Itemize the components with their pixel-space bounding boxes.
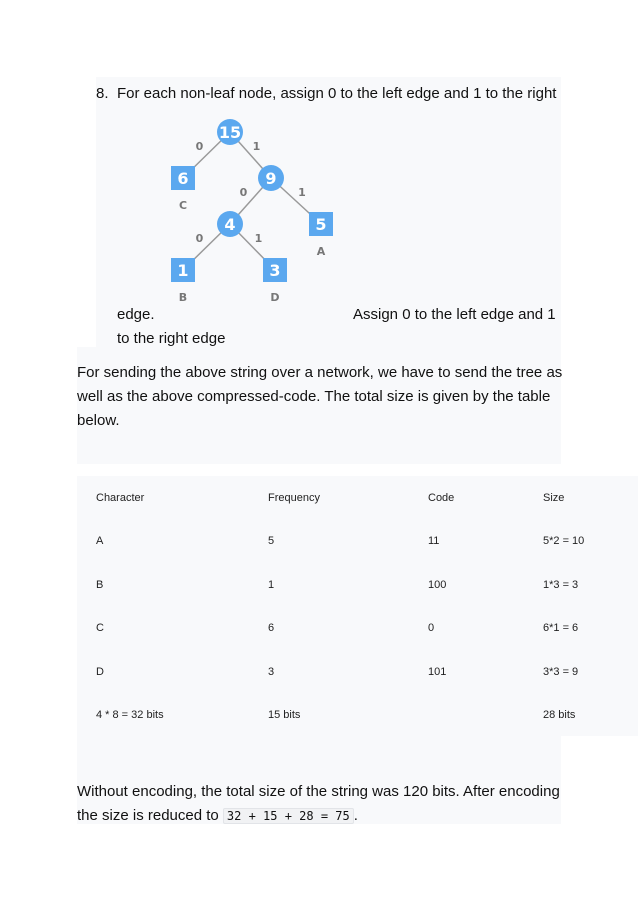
table-cell: 11: [428, 535, 440, 548]
inline-code: 32 + 15 + 28 = 75: [223, 808, 354, 824]
edge-bit-label: 0: [195, 232, 204, 245]
table-cell: 15 bits: [268, 709, 301, 722]
table-cell: 28 bits: [543, 709, 576, 722]
step-text-line2-right: Assign 0 to the left edge and 1: [353, 306, 556, 323]
table-header-cell: Frequency: [268, 491, 320, 504]
table-cell: 101: [428, 665, 447, 678]
table-cell: [428, 694, 543, 738]
node-char-label: D: [270, 291, 280, 304]
node-value: 4: [224, 215, 236, 234]
table-row: [77, 520, 638, 564]
table-cell: 6*1 = 6: [543, 622, 579, 635]
edge-bit-label: 0: [239, 186, 248, 199]
edge-bit-label: 1: [252, 140, 261, 153]
table-row: [77, 607, 638, 651]
paragraph2-line2-suffix: .: [353, 807, 358, 824]
table-cell: 6: [268, 622, 275, 635]
node-char-label: B: [178, 291, 188, 304]
edge-bit-label: 0: [195, 140, 204, 153]
step-text-line3: to the right edge: [117, 330, 226, 347]
step-text-line1: For each non-leaf node, assign 0 to the left edge and 1 to the right: [117, 85, 557, 102]
table-cell: 100: [428, 578, 447, 591]
edge-bit-label: 1: [254, 232, 263, 245]
node-value: 9: [265, 169, 277, 188]
tree-node: [217, 119, 243, 145]
step-number: 8.: [96, 85, 109, 102]
table-header-cell: Character: [96, 491, 145, 504]
tree-node: [258, 165, 284, 191]
node-value: 1: [177, 261, 189, 280]
table-header-cell: Code: [428, 491, 455, 504]
node-value: 5: [315, 215, 327, 234]
tree-node: [171, 166, 195, 212]
tree-node: [309, 212, 333, 258]
paragraph2-line1: Without encoding, the total size of the string was 120 bits. After encoding: [77, 783, 560, 800]
size-table-container: [77, 476, 638, 736]
table-cell: D: [96, 665, 104, 678]
table-cell: C: [96, 622, 104, 635]
tree-node: [171, 258, 195, 304]
node-value: 15: [218, 123, 242, 142]
paragraph2-line2-prefix: the size is reduced to: [77, 807, 219, 824]
table-cell: 0: [428, 622, 435, 635]
table-row: [77, 563, 638, 607]
node-value: 6: [177, 169, 189, 188]
paragraph2-line2: [77, 806, 358, 826]
tree-node: [263, 258, 287, 304]
node-char-label: A: [316, 245, 326, 258]
tree-edges: [183, 132, 321, 270]
node-char-label: C: [178, 199, 188, 212]
table-cell: 1*3 = 3: [543, 578, 579, 591]
table-cell: 3*3 = 9: [543, 665, 579, 678]
table-header-cell: Size: [543, 491, 565, 504]
edge-bit-label: 1: [298, 186, 306, 199]
paragraph1-line3: below.: [77, 412, 120, 429]
table-cell: B: [96, 578, 104, 591]
size-table: [77, 476, 638, 737]
paragraph1-line2: well as the above compressed-code. The total size is given by the table: [77, 388, 551, 405]
table-cell: 4 * 8 = 32 bits: [96, 709, 164, 722]
tree-node: [217, 211, 243, 237]
paragraph1-line1: For sending the above string over a network, we have to send the tree as: [77, 364, 563, 381]
node-value: 3: [269, 261, 281, 280]
table-total-row: [77, 694, 638, 738]
table-cell: A: [96, 535, 104, 548]
table-row: [77, 650, 638, 694]
step-text-line2-left: edge.: [117, 306, 155, 323]
table-cell: 5*2 = 10: [543, 535, 585, 548]
table-cell: 5: [268, 535, 275, 548]
huffman-tree-diagram: [155, 110, 355, 310]
table-cell: 3: [268, 665, 275, 678]
table-cell: 1: [268, 578, 275, 591]
table-header-row: [77, 476, 638, 520]
